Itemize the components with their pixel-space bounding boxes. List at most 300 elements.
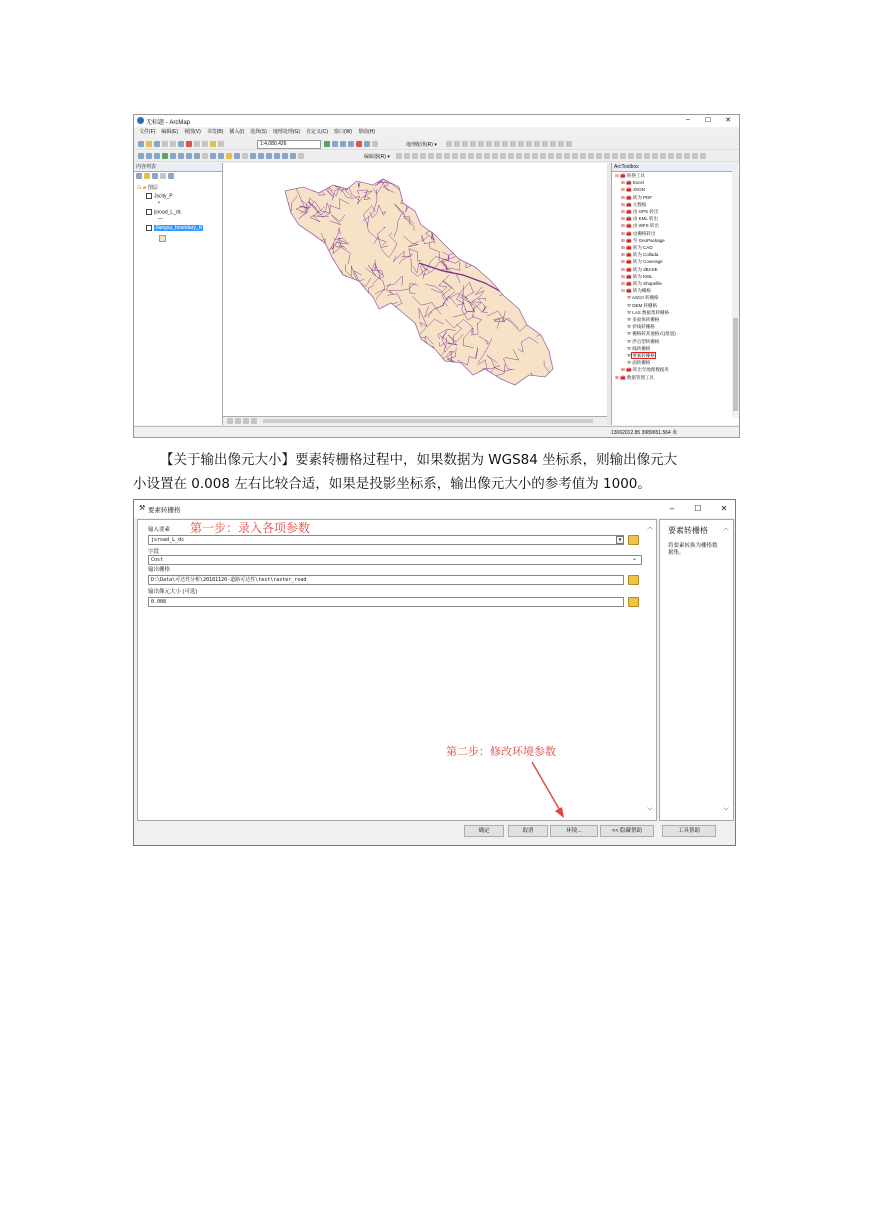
toolbox-item-label: 转出至地理数据库 xyxy=(632,367,669,373)
road-line xyxy=(540,267,549,284)
dialog-window-controls xyxy=(667,504,729,513)
layers-icon: ⊟ ▰ xyxy=(137,185,147,191)
road-line xyxy=(288,266,303,283)
road-line xyxy=(334,305,343,312)
toolbox-item-label: 多面体转栅格 xyxy=(632,317,660,323)
road-line xyxy=(472,181,485,200)
road-line xyxy=(368,343,387,361)
toolbox-icon: ⊟ 🧰 xyxy=(615,173,627,178)
hammer-icon: ⚒ xyxy=(627,324,633,330)
road-line xyxy=(288,348,303,376)
road-line xyxy=(526,226,542,244)
toc-layer-jsroad[interactable] xyxy=(146,209,181,215)
map-scrollbar[interactable] xyxy=(223,416,607,425)
road-line xyxy=(258,308,290,332)
standard-toolbar xyxy=(134,139,739,150)
road-line xyxy=(428,358,432,373)
toolbox-item[interactable] xyxy=(615,294,676,301)
road-line xyxy=(309,355,321,365)
standard-toolbar-icons-2[interactable] xyxy=(324,141,378,147)
georef-toolbar-icons[interactable] xyxy=(446,141,572,147)
toolbox-item[interactable] xyxy=(615,366,676,373)
road-line xyxy=(305,257,316,272)
road-line xyxy=(548,200,573,216)
road-line xyxy=(437,170,449,186)
toolbox-icon: ⊞ 🧰 xyxy=(621,266,633,272)
map-hscroll-thumb[interactable] xyxy=(263,419,593,423)
map-view[interactable] xyxy=(223,163,607,418)
tools-toolbar-icons[interactable] xyxy=(138,153,304,159)
road-line xyxy=(393,340,415,358)
road-line xyxy=(405,348,438,361)
road-line xyxy=(291,269,303,285)
road-line xyxy=(358,316,371,343)
folder-icon[interactable] xyxy=(628,535,639,545)
ok-button[interactable]: 确定 xyxy=(464,825,504,837)
road-line xyxy=(336,325,352,339)
hammer-icon: ⚒ xyxy=(627,331,633,337)
status-bar xyxy=(134,426,739,437)
road-line xyxy=(461,193,469,215)
toolbox-item[interactable] xyxy=(615,309,676,316)
road-line xyxy=(486,213,490,232)
toolbox-item-label: JSON xyxy=(632,187,645,193)
toolbox-item[interactable] xyxy=(615,273,676,280)
road-line xyxy=(267,259,293,276)
toc-layer-label: jsroad_L_dc xyxy=(154,209,182,216)
road-line xyxy=(354,296,367,310)
road-line xyxy=(428,202,456,221)
cell-size-field[interactable]: 0.008 xyxy=(148,597,624,607)
arctoolbox-title: ArcToolbox xyxy=(612,163,738,172)
input-features-field[interactable]: jsroad_L_dc xyxy=(148,535,624,545)
road-line xyxy=(286,275,300,281)
road-line xyxy=(335,338,365,351)
road-line xyxy=(439,217,453,233)
road-line xyxy=(497,205,508,219)
road-line xyxy=(465,380,476,394)
status-coordinates: 13062012.85 3989651.564 米 xyxy=(611,430,678,436)
road-line xyxy=(501,231,508,256)
toc-root-label: 图层 xyxy=(147,185,158,191)
output-raster-label: 输出栅格 xyxy=(148,567,171,573)
toolbox-item[interactable] xyxy=(615,194,676,201)
road-line xyxy=(301,305,318,317)
road-line xyxy=(291,344,309,361)
folder-icon[interactable] xyxy=(628,575,639,585)
road-line xyxy=(334,370,351,388)
standard-toolbar-icons[interactable] xyxy=(138,141,224,147)
road-line xyxy=(486,244,495,269)
toolbox-item[interactable] xyxy=(615,222,676,229)
toolbox-item-label: 元数据 xyxy=(632,201,647,207)
road-line xyxy=(365,347,373,367)
road-line xyxy=(441,181,452,197)
road-line xyxy=(335,337,351,369)
chevron-up-icon[interactable]: ︿ xyxy=(647,525,654,531)
toolbox-item[interactable] xyxy=(615,208,676,215)
menu-selection[interactable]: 选择(S) xyxy=(250,129,267,135)
road-line xyxy=(530,192,554,221)
road-line xyxy=(490,226,504,237)
close-icon[interactable]: ✕ xyxy=(720,504,728,513)
arcmap-menubar xyxy=(134,128,740,137)
toolbox-item[interactable] xyxy=(615,251,676,258)
toolbox-icon: ⊞ 🧰 xyxy=(621,187,633,193)
toolbox-item[interactable] xyxy=(615,215,676,222)
toolbox-item[interactable] xyxy=(615,237,676,244)
road-line xyxy=(428,181,447,199)
hammer-icon: ⚒ xyxy=(627,353,633,359)
road-line xyxy=(276,236,289,247)
dialog-title: 要素转栅格 xyxy=(148,507,181,514)
road-line xyxy=(492,214,512,234)
road-line xyxy=(484,206,511,230)
toolbox-item-label: 数据管理工具 xyxy=(626,374,654,380)
feature-to-raster-dialog xyxy=(133,499,736,846)
road-line xyxy=(356,381,366,389)
road-line xyxy=(524,206,535,223)
menu-file[interactable]: 文件(F) xyxy=(139,129,156,135)
road-line xyxy=(304,357,321,367)
road-line xyxy=(295,338,307,363)
folder-icon[interactable] xyxy=(628,597,639,607)
road-line xyxy=(488,255,504,271)
tool-help-button[interactable]: 工具帮助 xyxy=(662,825,716,837)
toolbox-item-label: 转为 Collada xyxy=(632,252,659,258)
layer-checkbox[interactable] xyxy=(146,209,152,215)
road-line xyxy=(290,242,320,274)
toolbox-tree xyxy=(615,172,676,381)
road-line xyxy=(305,336,321,348)
toolbox-item[interactable] xyxy=(615,352,676,359)
help-title: 要素转栅格 xyxy=(668,526,708,535)
road-line xyxy=(308,240,324,252)
toolbox-item-label: 要素转栅格 xyxy=(632,353,655,359)
paragraph-line-1: 【关于输出像元大小】要素转栅格过程中，如果数据为 WGS84 坐标系，则输出像元大 xyxy=(160,452,678,468)
table-of-contents xyxy=(134,163,223,425)
toc-title: 内容列表 xyxy=(134,163,222,172)
toolbox-item-label: DEM 转栅格 xyxy=(632,302,658,308)
road-line xyxy=(401,354,407,361)
menu-bookmarks[interactable]: 书签(B) xyxy=(206,129,224,135)
toolbox-item[interactable] xyxy=(615,323,676,330)
road-line xyxy=(473,214,501,236)
toolbox-item-label: 由 WFS 转出 xyxy=(632,223,659,229)
point-symbol: • xyxy=(158,200,160,206)
road-line xyxy=(505,198,522,211)
maximize-icon[interactable]: ☐ xyxy=(694,504,702,513)
road-line xyxy=(528,287,541,302)
toolbox-icon: ⊞ 🧰 xyxy=(621,216,633,222)
chevron-down-icon[interactable]: ▾ xyxy=(616,536,624,544)
arrow-icon xyxy=(518,758,568,820)
road-line xyxy=(543,201,564,212)
road-line xyxy=(300,288,335,303)
layer-checkbox[interactable] xyxy=(146,193,152,199)
hammer-icon: ⚒ xyxy=(627,317,633,323)
road-line xyxy=(529,188,545,197)
hammer-icon: ⚒ xyxy=(627,309,633,315)
road-line xyxy=(330,325,340,339)
editor-label[interactable]: 编辑器(R) ▾ xyxy=(364,154,390,160)
editor-toolbar-icons[interactable] xyxy=(396,153,706,159)
menu-customize[interactable]: 自定义(C) xyxy=(306,129,328,135)
road-line xyxy=(294,265,303,277)
close-icon[interactable]: ✕ xyxy=(725,117,731,124)
toolbox-icon: ⊞ 🧰 xyxy=(615,374,627,380)
menu-geoprocessing[interactable]: 地理处理(G) xyxy=(272,129,301,135)
arcmap-window-controls xyxy=(683,116,733,124)
jiangsu-map xyxy=(223,163,607,418)
road-line xyxy=(441,195,451,207)
road-line xyxy=(510,185,538,201)
road-line xyxy=(408,330,417,359)
road-line xyxy=(540,203,552,206)
toolbox-item[interactable] xyxy=(615,244,676,251)
output-raster-field[interactable]: D:\Data\可达性分析\20181120-道路可达性\test\raster_road xyxy=(148,575,624,585)
hammer-icon: ⚒ xyxy=(627,338,633,344)
toolbox-item[interactable] xyxy=(615,172,676,179)
parameters-scrollbar[interactable] xyxy=(645,520,655,820)
toolbox-icon: ⊞ 🧰 xyxy=(621,259,633,265)
arcmap-app-icon xyxy=(137,117,144,124)
toolbox-scroll-thumb[interactable] xyxy=(733,318,738,411)
georeferencing-label[interactable]: 地理配准(R) ▾ xyxy=(406,142,437,148)
road-line xyxy=(527,279,550,283)
menu-help[interactable]: 帮助(H) xyxy=(358,129,376,135)
road-line xyxy=(490,216,503,227)
toolbox-item-label: 转为栅格 xyxy=(632,288,651,294)
road-line xyxy=(526,302,543,315)
road-line xyxy=(525,239,543,253)
toolbox-item[interactable] xyxy=(615,302,676,309)
road-line xyxy=(327,358,339,368)
road-line xyxy=(366,355,384,374)
road-line xyxy=(361,346,373,366)
layer-checkbox[interactable] xyxy=(146,225,152,231)
toolbox-item[interactable] xyxy=(615,345,676,352)
toolbox-item[interactable] xyxy=(615,179,676,186)
toolbox-item[interactable] xyxy=(615,280,676,287)
road-line xyxy=(468,203,480,215)
menu-insert[interactable]: 插入(I) xyxy=(229,129,245,135)
paragraph-line-2: 小设置在 0.008 左右比较合适，如果是投影坐标系，输出像元大小的参考值为 1000。 xyxy=(133,476,651,492)
road-line xyxy=(334,331,354,347)
road-line xyxy=(342,356,352,360)
toc-layer-jscity[interactable] xyxy=(146,193,173,199)
road-line xyxy=(415,371,423,376)
chevron-down-icon[interactable]: ﹀ xyxy=(723,809,730,815)
road-line xyxy=(422,177,432,187)
road-line xyxy=(329,274,346,297)
field-select[interactable]: Cost xyxy=(148,555,642,565)
toolbox-item-label: Excel xyxy=(632,180,644,186)
toolbox-item[interactable] xyxy=(615,258,676,265)
road-line xyxy=(278,281,303,302)
arcmap-window-title: 无标题 - ArcMap xyxy=(146,120,191,126)
dialog-titlebar xyxy=(134,500,735,518)
road-line xyxy=(447,198,460,207)
road-line xyxy=(504,270,517,282)
toolbox-item-label: 转换工具 xyxy=(626,173,645,178)
road-line xyxy=(476,257,490,268)
road-line xyxy=(435,203,445,213)
tools-toolbar xyxy=(134,151,739,162)
toolbox-item-label: 折线转栅格 xyxy=(632,324,655,330)
toolbox-item-label: 转为 CAD xyxy=(632,245,653,251)
road-line xyxy=(402,356,420,372)
road-line xyxy=(545,257,584,271)
maximize-icon[interactable]: ☐ xyxy=(704,117,712,124)
toolbox-icon: ⊞ 🧰 xyxy=(621,194,633,200)
road-line xyxy=(334,349,343,377)
road-line xyxy=(330,356,338,380)
toc-layer-boundary[interactable] xyxy=(146,225,203,231)
arctoolbox-pane xyxy=(611,163,740,425)
arcmap-screenshot xyxy=(133,114,740,438)
toolbox-icon: ⊞ 🧰 xyxy=(621,201,633,207)
chevron-up-icon[interactable]: ︿ xyxy=(723,526,730,532)
road-line xyxy=(489,211,496,233)
road-line xyxy=(518,383,536,391)
road-line xyxy=(449,375,458,383)
toolbox-item-label: LAS 数据集转栅格 xyxy=(632,309,670,315)
toolbox-icon: ⊞ 🧰 xyxy=(621,273,633,279)
road-line xyxy=(395,338,415,349)
road-line xyxy=(333,334,358,350)
road-line xyxy=(452,206,462,223)
toolbox-icon: ⊞ 🧰 xyxy=(621,281,633,287)
road-line xyxy=(544,297,555,314)
road-line xyxy=(399,318,414,349)
hammer-icon: ⚒ xyxy=(139,505,146,512)
chevron-down-icon[interactable]: ﹀ xyxy=(647,809,654,815)
road-line xyxy=(544,319,554,333)
toolbox-item-label: 由 GPS 转出 xyxy=(632,209,659,215)
step1-annotation: 第一步：录入各项参数 xyxy=(190,521,311,535)
toolbox-item-label: 浮点型转栅格 xyxy=(632,338,660,344)
road-line xyxy=(342,374,353,384)
dialog-parameters-panel xyxy=(137,519,657,821)
road-line xyxy=(286,239,301,255)
road-line xyxy=(271,243,289,258)
input-features-label: 输入要素 xyxy=(148,527,171,533)
help-description: 将要素转换为栅格数据集。 xyxy=(668,543,718,556)
toolbox-item-label: 线转栅格 xyxy=(632,345,651,351)
toolbox-item[interactable] xyxy=(615,186,676,193)
toolbox-icon: ⊞ 🧰 xyxy=(621,367,633,373)
minimize-icon[interactable]: – xyxy=(669,504,675,513)
road-line xyxy=(504,190,514,217)
road-line xyxy=(524,178,538,185)
toolbox-item[interactable] xyxy=(615,230,676,237)
toolbox-item-label: 转为 KML xyxy=(632,273,653,279)
cancel-button[interactable]: 取消 xyxy=(508,825,548,837)
toolbox-item-label: 由栅格转出 xyxy=(632,230,656,236)
toolbox-icon: ⊞ 🧰 xyxy=(621,245,633,251)
toolbox-item[interactable] xyxy=(615,201,676,208)
minimize-icon[interactable]: – xyxy=(686,116,690,123)
road-line xyxy=(319,335,330,343)
road-line xyxy=(444,199,465,209)
road-line xyxy=(298,315,314,327)
road-line xyxy=(295,348,304,370)
menu-view[interactable]: 视图(V) xyxy=(184,129,201,135)
hammer-icon: ⚒ xyxy=(627,295,633,301)
toolbox-icon: ⊞ 🧰 xyxy=(621,230,633,236)
toolbox-item-label: 栅格转其他格式(批量) xyxy=(632,331,676,337)
road-line xyxy=(301,246,312,262)
toolbox-item-label: 面转栅格 xyxy=(632,360,651,366)
menu-windows[interactable]: 窗口(W) xyxy=(334,129,353,135)
toolbox-item[interactable] xyxy=(615,316,676,323)
road-line xyxy=(529,283,545,303)
road-line xyxy=(436,200,446,210)
scale-input[interactable]: 1:4,080,426 xyxy=(257,140,321,149)
road-line xyxy=(338,274,343,280)
field-label: 字段 xyxy=(148,549,160,555)
road-line xyxy=(403,173,410,184)
road-line xyxy=(520,297,531,312)
road-line xyxy=(312,338,330,352)
toolbox-item[interactable] xyxy=(615,330,676,337)
toolbox-item-label: 由 KML 转出 xyxy=(632,216,658,222)
line-symbol: — xyxy=(158,216,163,222)
toc-layer-label: Jscity_P xyxy=(154,193,173,200)
road-line xyxy=(521,271,543,287)
toolbox-item[interactable] xyxy=(615,287,676,294)
toolbox-item-label: ASCII 转栅格 xyxy=(632,295,659,301)
road-line xyxy=(339,369,361,374)
hammer-icon: ⚒ xyxy=(627,345,633,351)
road-line xyxy=(359,321,372,332)
toolbox-item[interactable] xyxy=(615,266,676,273)
hammer-icon: ⚒ xyxy=(627,302,633,308)
road-line xyxy=(287,333,307,345)
toolbox-item-label: 转为 Coverage xyxy=(632,259,663,265)
toolbox-icon: ⊞ 🧰 xyxy=(621,237,633,243)
toolbox-icon: ⊞ 🧰 xyxy=(621,180,633,186)
toolbox-item[interactable] xyxy=(615,359,676,366)
road-line xyxy=(484,170,496,184)
toolbox-icon: ⊟ 🧰 xyxy=(621,288,633,294)
toolbox-item-label: 转为 Shapefile xyxy=(632,281,662,287)
environments-button[interactable]: 环境... xyxy=(550,825,598,837)
chevron-down-icon[interactable]: ⌄ xyxy=(632,556,638,562)
road-line xyxy=(520,219,536,238)
polygon-symbol xyxy=(159,235,166,242)
road-line xyxy=(484,222,499,235)
step2-annotation: 第二步：修改环境参数 xyxy=(446,745,556,758)
menu-edit[interactable]: 编辑(E) xyxy=(161,129,179,135)
toolbox-item[interactable] xyxy=(615,374,676,381)
hide-help-button[interactable]: << 隐藏帮助 xyxy=(600,825,654,837)
toc-toolbar[interactable] xyxy=(136,173,174,179)
arcmap-titlebar xyxy=(134,115,739,127)
toolbox-item-label: 至 GeoPackage xyxy=(632,237,665,243)
road-line xyxy=(476,238,485,256)
road-line xyxy=(381,356,402,375)
road-line xyxy=(412,189,435,201)
toolbox-item[interactable] xyxy=(615,338,676,345)
road-line xyxy=(476,251,492,269)
toc-root[interactable] xyxy=(137,184,158,191)
road-line xyxy=(350,308,375,312)
road-line xyxy=(298,290,312,309)
road-line xyxy=(532,207,536,213)
toolbox-item-label: 转为 dBASE xyxy=(632,266,658,272)
